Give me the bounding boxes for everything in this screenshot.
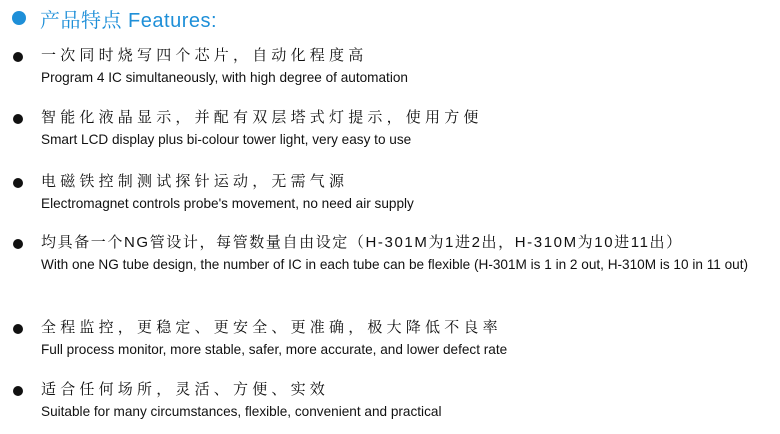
feature-en-text: Program 4 IC simultaneously, with high degree of automation xyxy=(41,70,408,85)
feature-en-text: Full process monitor, more stable, safer, more accurate, and lower defect rate xyxy=(41,342,508,357)
feature-zh-text: 一次同时烧写四个芯片，自动化程度高 xyxy=(41,47,368,64)
feature-en-text: Suitable for many circumstances, flexible, convenient and practical xyxy=(41,404,442,419)
bullet-dot-icon xyxy=(13,114,23,124)
bullet-dot-icon xyxy=(13,52,23,62)
bullet-dot-icon xyxy=(13,178,23,188)
section-title: 产品特点 Features: xyxy=(40,9,218,32)
feature-en-text: Smart LCD display plus bi-colour tower light, very easy to use xyxy=(41,132,412,147)
feature-zh-text: 均具备一个NG管设计，每管数量自由设定（H-301M为1进2出，H-310M为10进11出） xyxy=(41,234,683,251)
bullet-dot-icon xyxy=(13,239,23,249)
feature-zh-text: 全程监控，更稳定、更安全、更准确，极大降低不良率 xyxy=(41,319,502,336)
feature-en-text: Electromagnet controls probe's movement, no need air supply xyxy=(41,196,414,211)
feature-zh-text: 适合任何场所，灵活、方便、实效 xyxy=(41,381,330,398)
feature-en-text: With one NG tube design, the number of IC in each tube can be flexible (H-301M is 1 in 2 out, H-310M is 10 in 11 out) xyxy=(41,257,749,272)
bullet-dot-icon xyxy=(13,324,23,334)
feature-zh-text: 电磁铁控制测试探针运动，无需气源 xyxy=(41,173,349,190)
section-header xyxy=(12,4,217,32)
feature-zh-text: 智能化液晶显示，并配有双层塔式灯提示，使用方便 xyxy=(41,109,483,126)
bullet-dot-icon xyxy=(13,386,23,396)
bullet-circle-icon xyxy=(12,11,26,25)
